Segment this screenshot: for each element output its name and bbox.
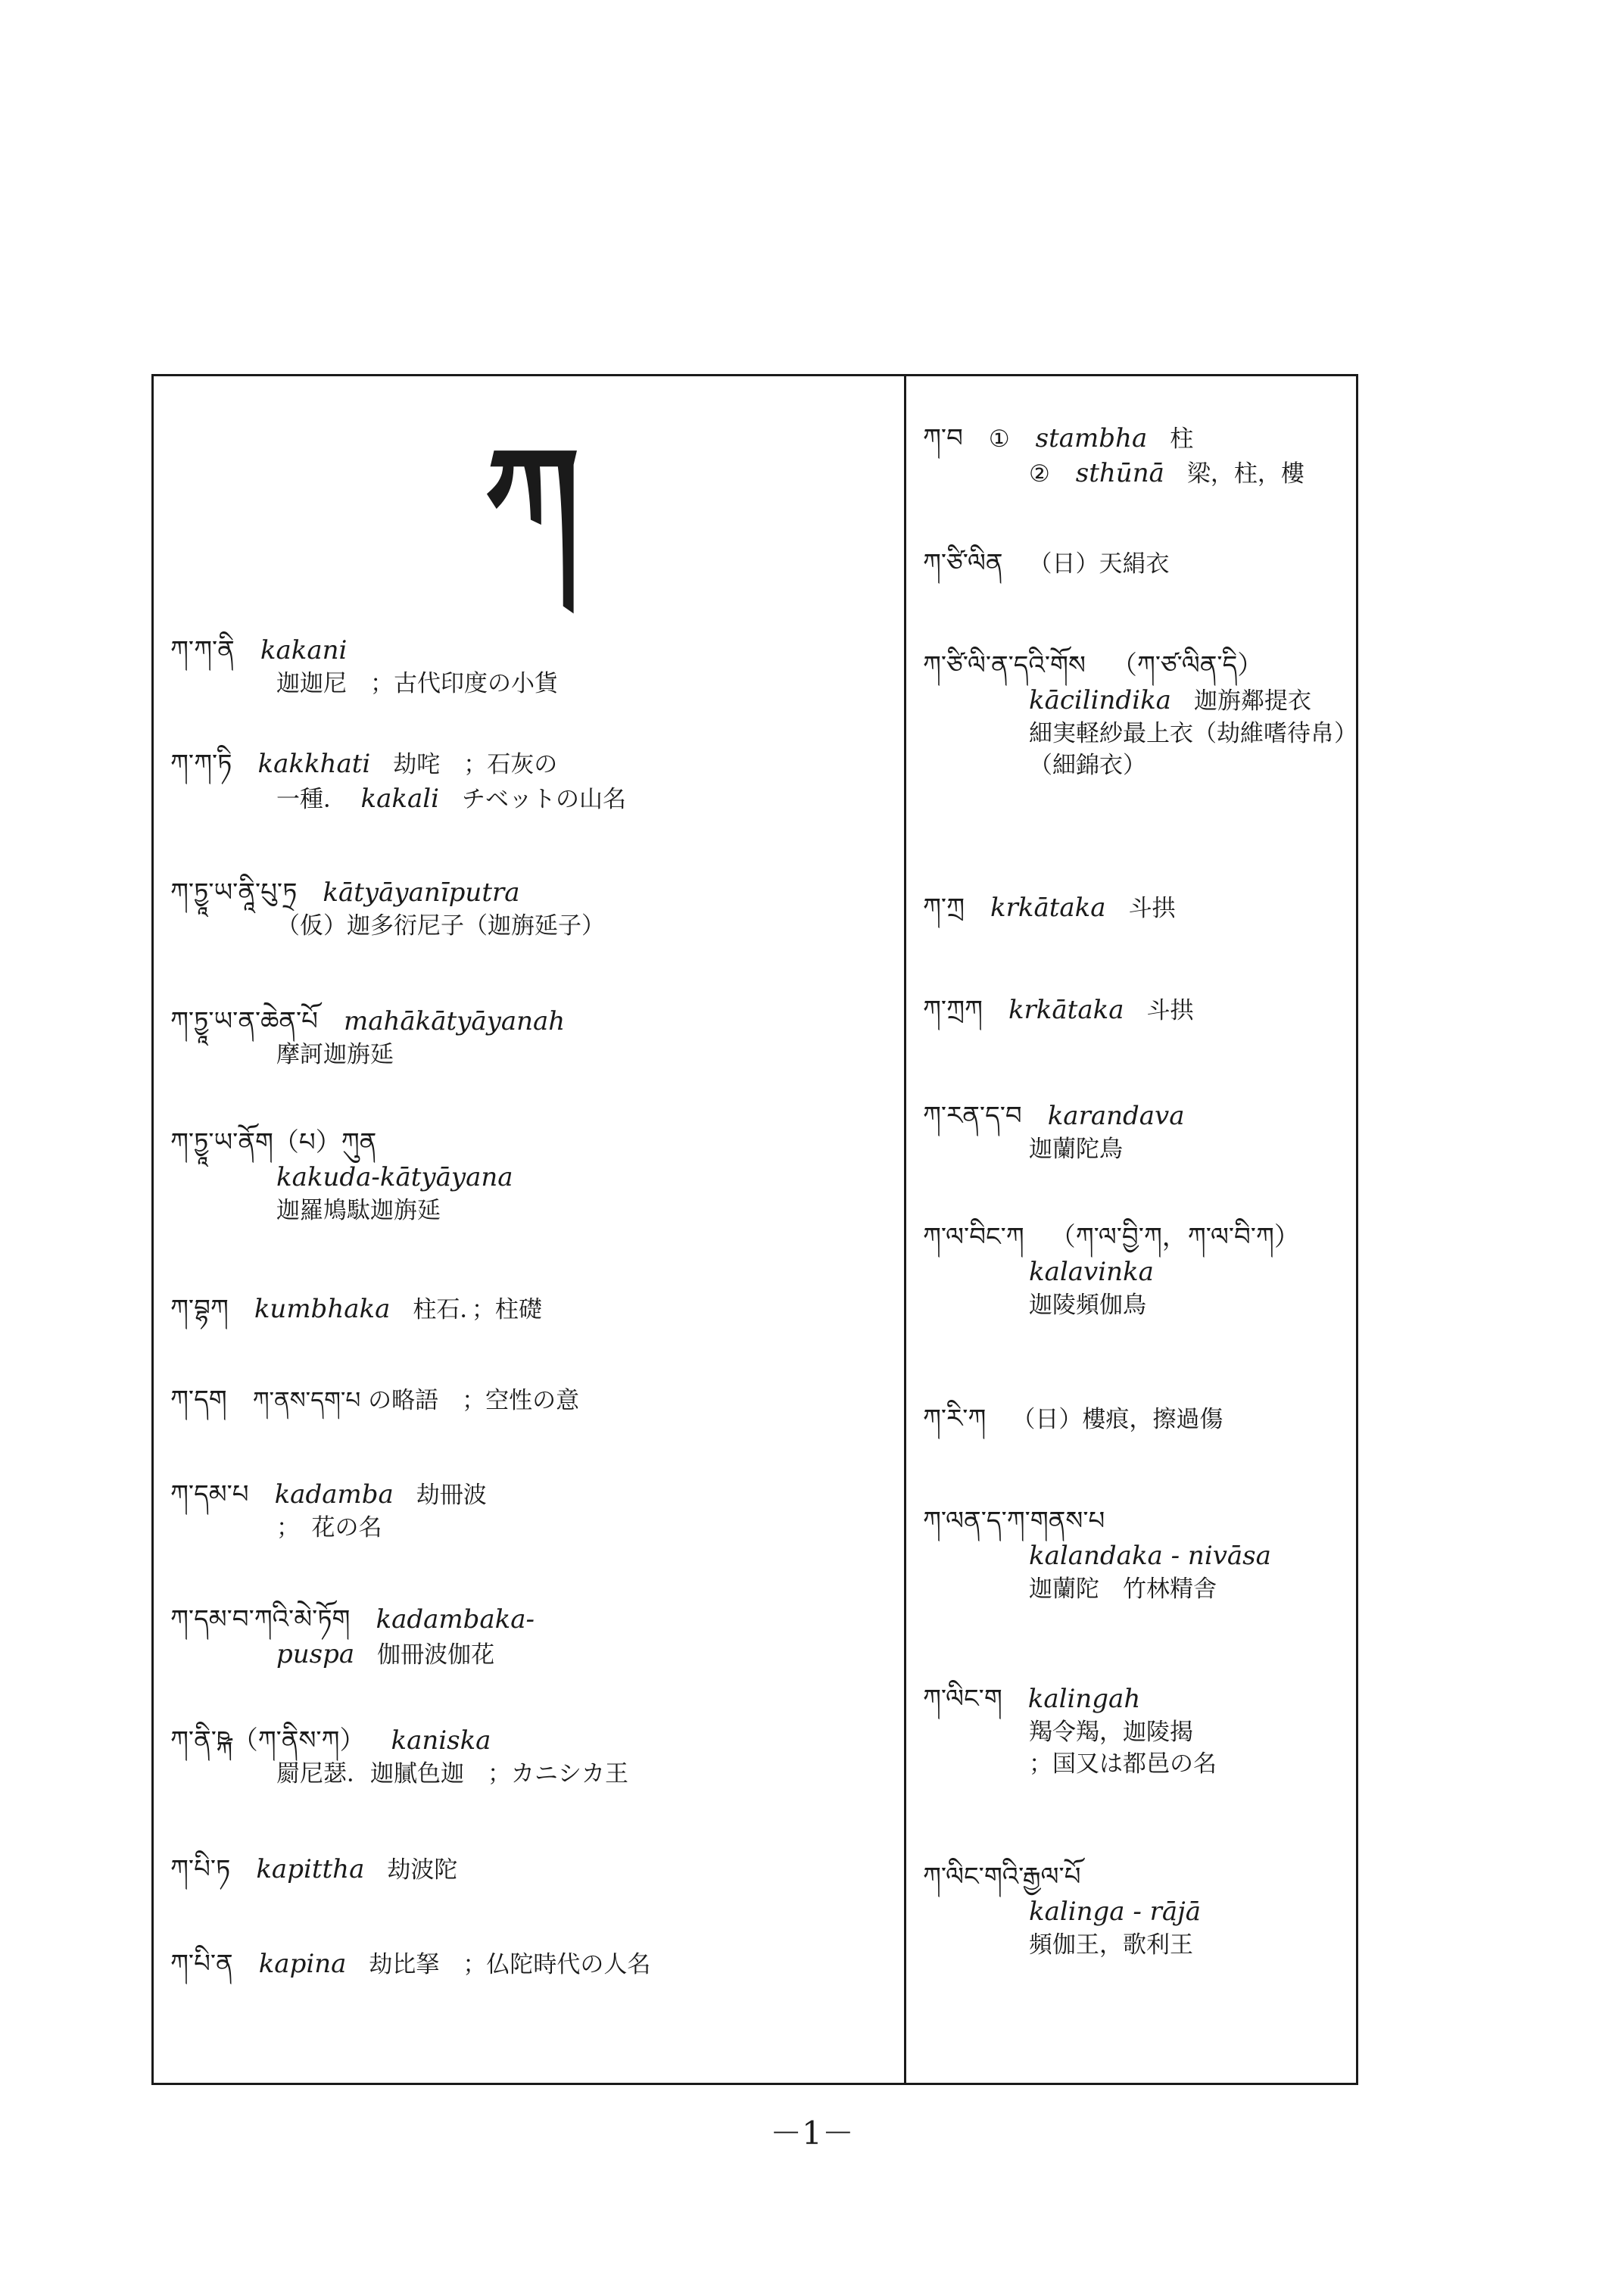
entry-kariga <box>923 1402 1223 1437</box>
gloss: 劫冊波 <box>416 1482 487 1509</box>
romanization: kakuda-kātyāyana <box>276 1161 513 1192</box>
tibetan-term: ཀ་ཙི་ལིན <box>923 548 1003 578</box>
tibetan-term: ཀ་ལིང་གའི་རྒྱལ་པོ <box>923 1862 1081 1892</box>
romanization: puspa <box>276 1638 355 1669</box>
right-column <box>906 376 1356 2083</box>
gloss: 細実軽紗最上衣（劫維嗜待帛） <box>1029 719 1357 747</box>
entry-karandava <box>923 1099 1208 1166</box>
gloss: 迦旃鄰提衣 <box>1193 687 1311 715</box>
gloss: （細錦衣） <box>1029 751 1146 779</box>
romanization: kātyāyanīputra <box>323 877 520 908</box>
romanization: kapittha <box>256 1854 365 1884</box>
romanization: kācilindika <box>1029 684 1171 715</box>
gloss: 梁，柱，樓 <box>1186 460 1304 488</box>
tibetan-term: ཀ་རི་ཀ <box>923 1404 987 1434</box>
gloss: 摩訶迦旃延 <box>276 1040 394 1068</box>
romanization: kadambaka- <box>376 1604 535 1635</box>
romanization: krkātaka <box>1008 995 1124 1025</box>
alternate-spelling: （ཀ་ལ་བྱི་ཀ，ཀ་ལ་བི་ཀ） <box>1049 1222 1300 1252</box>
tibetan-term: ཀ་དག <box>170 1385 227 1415</box>
gloss: （仮）迦多衍尼子（迦旃延子） <box>276 912 605 940</box>
gloss: 劫咤 ；石灰の <box>393 751 558 778</box>
gloss: 劫波陀 <box>387 1856 458 1884</box>
tibetan-term: ཀ་དམ་བ་ཀའི་མེ་ཏོག <box>170 1604 351 1635</box>
dictionary-frame <box>151 374 1358 2085</box>
tibetan-term: ཀ་ཀ་ནི <box>170 635 235 665</box>
entry-kadamba <box>170 1478 487 1544</box>
gloss: ； 花の名 <box>276 1513 382 1541</box>
entry-kumbhaka <box>170 1292 542 1327</box>
left-column <box>154 376 904 2083</box>
tibetan-term: ཀ་ལིང་ག <box>923 1684 1002 1714</box>
tibetan-term: ཀ་ལན་ད་ཀ་གནས་པ <box>923 1506 1105 1536</box>
tibetan-term: ཀ་ཙི་ལི་ན་དའི་གོས <box>923 650 1086 681</box>
entry-kapina <box>170 1947 650 1982</box>
romanization: kakkhati <box>257 749 371 779</box>
entry-kaba <box>923 422 1304 491</box>
entry-kalingah <box>923 1682 1217 1781</box>
gloss: 迦蘭陀 竹林精舎 <box>1029 1575 1217 1603</box>
gloss: （日）樓痕，擦過傷 <box>1011 1406 1223 1433</box>
romanization: mahākātyāyanah <box>343 1006 566 1036</box>
tibetan-term: ཀ་ཏྱཱ་ཡ་ན་ཆེན་པོ <box>170 1006 318 1036</box>
entry-kaniska <box>170 1724 628 1791</box>
entry-kakkhati <box>170 747 626 817</box>
gloss: 斗拱 <box>1128 895 1176 922</box>
entry-kalavinka <box>923 1220 1326 1322</box>
romanization: kakani <box>260 635 348 665</box>
gloss: 羯令羯，迦陵揭 <box>1029 1718 1193 1746</box>
romanization: kadamba <box>274 1479 394 1510</box>
sense-number: ② <box>1029 460 1050 488</box>
sense-number: ① <box>988 425 1010 453</box>
tibetan-term: ཀ་ཏྱཱ་ཡ་ནཱི་པུ་ཏྲ <box>170 877 298 908</box>
romanization: kakali <box>360 783 439 814</box>
romanization: kumbhaka <box>254 1294 391 1324</box>
gloss: （日）天絹衣 <box>1028 550 1170 578</box>
alternate-spelling: （ཀ་ཙ་ལིན་དི） <box>1111 650 1264 681</box>
heading-letter: ཀ <box>484 419 581 578</box>
gloss: 迦羅鳩駄迦旃延 <box>276 1196 441 1224</box>
romanization: kalandaka - nivāsa <box>1029 1540 1271 1571</box>
romanization: kalavinka <box>1029 1256 1154 1287</box>
entry-krkataka-2 <box>923 993 1194 1028</box>
tibetan-term: ཀ་དམ་པ <box>170 1479 249 1510</box>
gloss: 一種． <box>276 785 335 813</box>
entry-kadag <box>170 1383 579 1418</box>
entry-kakuda-katyayana <box>170 1126 536 1227</box>
gloss: チベットの山名 <box>462 785 626 813</box>
entry-krkataka-1 <box>923 891 1176 926</box>
tibetan-term: ཀ་པི་ན <box>170 1949 233 1979</box>
gloss: 柱 <box>1170 425 1194 453</box>
entry-mahakatyayana <box>170 1005 588 1071</box>
romanization: karandava <box>1047 1101 1185 1131</box>
romanization: krkātaka <box>990 893 1106 923</box>
gloss: 斗拱 <box>1146 997 1194 1024</box>
gloss: 伽冊波伽花 <box>377 1641 495 1669</box>
tibetan-term: ཀ་ཀྲ <box>923 893 965 923</box>
tibetan-term: ཀ་ཏྱཱ་ཡ་ནོག（པ）ཀུན <box>170 1127 377 1158</box>
entry-katyayaniputra <box>170 876 605 943</box>
tibetan-term: ཀ་རན་ད་བ <box>923 1101 1022 1131</box>
entry-kapittha <box>170 1853 457 1887</box>
tibetan-term: ཀ་པི་ཏ <box>170 1854 231 1884</box>
romanization: kalinga - rājā <box>1029 1896 1201 1927</box>
tibetan-term: ཀ་ལ་བིང་ཀ <box>923 1222 1024 1252</box>
entry-kalinga-raja <box>923 1860 1223 1962</box>
tibetan-term: ཀ་ཀྲཀ <box>923 995 983 1025</box>
romanization: sthūnā <box>1075 457 1164 488</box>
gloss: 劫比拏 ；仏陀時代の人名 <box>369 1951 651 1978</box>
gloss: ；国又は都邑の名 <box>1029 1750 1217 1778</box>
entry-kalandaka-nivasa <box>923 1504 1294 1606</box>
romanization: kaniska <box>391 1725 491 1756</box>
gloss: 迦蘭陀鳥 <box>1029 1135 1123 1163</box>
romanization: kapina <box>258 1949 347 1979</box>
entry-kacilindika <box>923 649 1357 781</box>
gloss: 罽尼瑟．迦膩色迦 ；カニシカ王 <box>276 1759 628 1788</box>
entry-kacilin <box>923 547 1170 581</box>
page-number: －1－ <box>770 2115 854 2152</box>
romanization: kalingah <box>1027 1684 1141 1714</box>
gloss: ཀ་ནས་དག་པ の略語 ；空性の意 <box>252 1387 580 1414</box>
gloss: 頻伽王，歌利王 <box>1029 1931 1193 1959</box>
gloss: 迦迦尼 ；古代印度の小貨 <box>276 669 558 697</box>
gloss: 柱石．；柱礎 <box>413 1296 542 1323</box>
tibetan-term: ཀ་ནི་ཥྐ（ཀ་ནིས་ཀ） <box>170 1725 366 1756</box>
gloss: 迦陵頻伽鳥 <box>1029 1291 1146 1319</box>
entry-kakani <box>170 634 558 700</box>
tibetan-term: ཀ་ཀ་ཏི <box>170 749 232 779</box>
entry-kadambaka-puspa <box>170 1603 557 1672</box>
tibetan-term: ཀ་བྷཀ <box>170 1294 229 1324</box>
tibetan-term: ཀ་བ <box>923 423 963 454</box>
romanization: stambha <box>1035 423 1148 454</box>
